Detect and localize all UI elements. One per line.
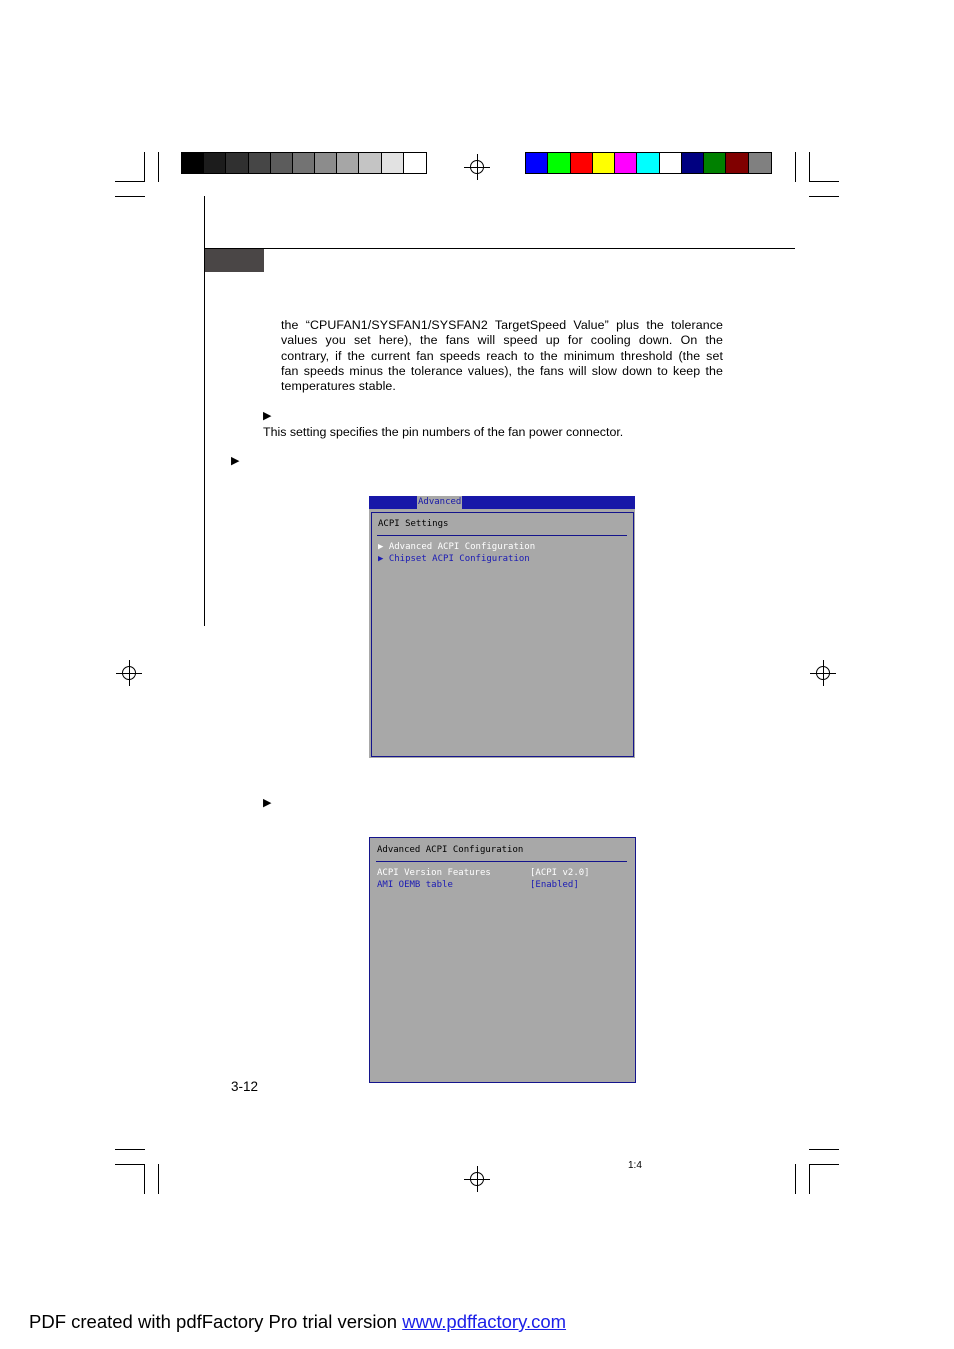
crop-mark bbox=[144, 1164, 145, 1194]
calibration-swatch bbox=[615, 153, 637, 173]
bios-section-title: Advanced ACPI Configuration bbox=[377, 845, 524, 855]
calibration-swatch bbox=[182, 153, 204, 173]
bullet-arrow-icon: ▶ bbox=[263, 797, 272, 809]
crop-mark bbox=[115, 1164, 145, 1165]
crop-mark bbox=[809, 1164, 810, 1194]
paragraph-line: fan speeds minus the tolerance values), the fans will slow down to keep the bbox=[281, 363, 723, 378]
calibration-swatch bbox=[404, 153, 426, 173]
header-tab-block bbox=[205, 249, 264, 272]
setting-value-ami-oemb-table[interactable]: [Enabled] bbox=[530, 880, 579, 890]
crop-mark bbox=[115, 181, 145, 182]
calibration-swatch bbox=[749, 153, 771, 173]
color-calibration-strip bbox=[525, 152, 772, 174]
calibration-swatch bbox=[704, 153, 726, 173]
calibration-swatch bbox=[315, 153, 337, 173]
crop-mark bbox=[809, 152, 810, 182]
header-rule bbox=[204, 248, 795, 249]
calibration-swatch bbox=[526, 153, 548, 173]
pin-number-note: This setting specifies the pin numbers of the fan power connector. bbox=[263, 425, 624, 439]
pdf-footer bbox=[29, 1311, 566, 1333]
calibration-swatch bbox=[271, 153, 293, 173]
calibration-swatch bbox=[337, 153, 359, 173]
calibration-swatch bbox=[593, 153, 615, 173]
bios-screen-acpi-settings bbox=[369, 496, 635, 758]
calibration-swatch bbox=[682, 153, 704, 173]
crop-mark bbox=[115, 1149, 145, 1150]
setting-label-acpi-version-features[interactable]: ACPI Version Features bbox=[377, 868, 491, 878]
footer-text: PDF created with pdfFactory Pro trial version bbox=[29, 1311, 403, 1332]
paragraph-line: values you set here), the fans will speed up for cooling down. On the bbox=[281, 333, 723, 348]
menu-item-chipset-acpi-configuration[interactable]: ▶ Chipset ACPI Configuration bbox=[378, 554, 530, 564]
crop-mark bbox=[809, 181, 839, 182]
registration-target-icon bbox=[810, 660, 836, 686]
fan-tolerance-paragraph bbox=[281, 318, 723, 394]
bios-title-rule bbox=[376, 861, 627, 862]
crop-mark bbox=[158, 1164, 159, 1194]
calibration-swatch bbox=[249, 153, 271, 173]
calibration-swatch bbox=[660, 153, 682, 173]
registration-target-icon bbox=[464, 1166, 490, 1192]
paragraph-line: contrary, if the current fan speeds reach to the minimum threshold (the set bbox=[281, 348, 723, 363]
crop-mark bbox=[795, 152, 796, 182]
calibration-swatch bbox=[204, 153, 226, 173]
page-number: 3-12 bbox=[231, 1079, 259, 1094]
bios-section-title: ACPI Settings bbox=[378, 519, 449, 529]
registration-target-icon bbox=[116, 660, 142, 686]
paragraph-line: temperatures stable. bbox=[281, 379, 396, 394]
calibration-swatch bbox=[382, 153, 404, 173]
calibration-swatch bbox=[726, 153, 748, 173]
calibration-swatch bbox=[637, 153, 659, 173]
crop-mark bbox=[144, 152, 145, 182]
menu-item-advanced-acpi-configuration[interactable]: ▶ Advanced ACPI Configuration bbox=[378, 542, 536, 552]
calibration-swatch bbox=[571, 153, 593, 173]
calibration-swatch bbox=[359, 153, 381, 173]
bullet-arrow-icon: ▶ bbox=[231, 455, 240, 467]
small-print-mark: 1:4 bbox=[628, 1160, 642, 1171]
bullet-arrow-icon: ▶ bbox=[263, 410, 272, 422]
tab-advanced[interactable]: Advanced bbox=[418, 497, 462, 507]
calibration-swatch bbox=[226, 153, 248, 173]
registration-target-icon bbox=[464, 154, 490, 180]
calibration-swatch bbox=[548, 153, 570, 173]
calibration-swatch bbox=[293, 153, 315, 173]
crop-mark bbox=[809, 196, 839, 197]
crop-mark bbox=[809, 1164, 839, 1165]
bios-screen-advanced-acpi-configuration bbox=[369, 837, 636, 1083]
crop-mark bbox=[158, 152, 159, 182]
crop-mark bbox=[115, 196, 145, 197]
crop-mark bbox=[795, 1164, 796, 1194]
grayscale-calibration-strip bbox=[181, 152, 427, 174]
setting-label-ami-oemb-table[interactable]: AMI OEMB table bbox=[377, 880, 453, 890]
paragraph-line: the “CPUFAN1/SYSFAN1/SYSFAN2 TargetSpeed Value” plus the tolerance bbox=[281, 318, 723, 332]
crop-mark bbox=[809, 1149, 839, 1150]
bios-title-rule bbox=[377, 535, 627, 536]
pdffactory-link[interactable]: www.pdffactory.com bbox=[402, 1311, 567, 1332]
bios-tab-bar bbox=[369, 496, 635, 509]
setting-value-acpi-version-features[interactable]: [ACPI v2.0] bbox=[530, 868, 590, 878]
